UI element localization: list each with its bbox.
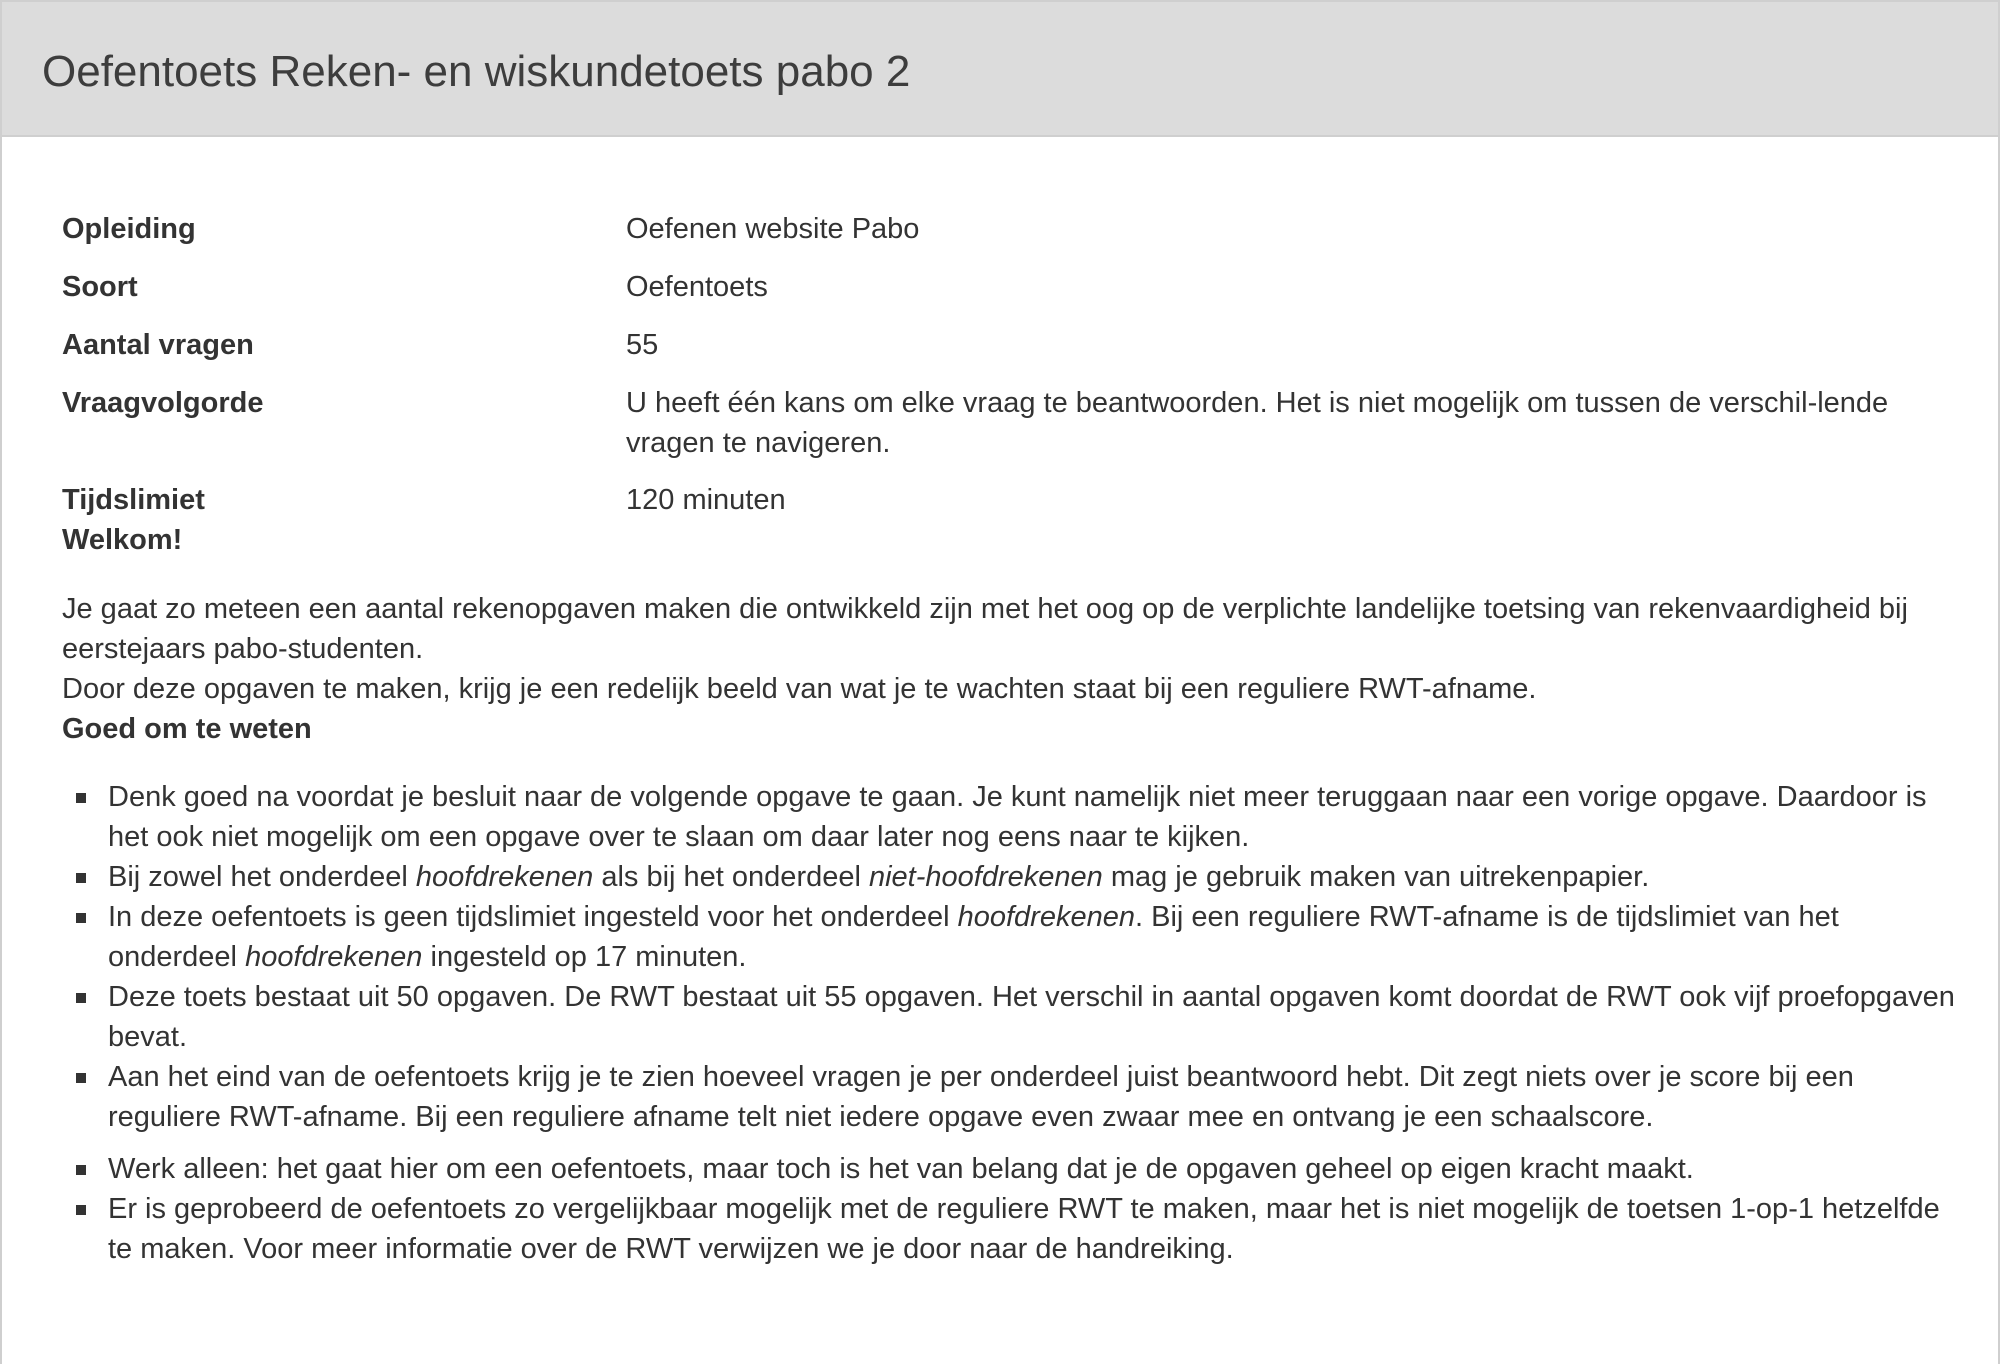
goed-om-te-weten-heading: Goed om te weten: [62, 713, 312, 745]
text-part: Bij zowel het onderdeel: [108, 861, 416, 893]
info-row-tijdslimiet: [62, 480, 1946, 520]
list-item: [62, 1149, 1962, 1189]
list-item-text: Werk alleen: het gaat hier om een oefentoets, maar toch is het van belang dat je de opgaven geheel op eigen kracht maakt.: [108, 1153, 1694, 1185]
list-item: [62, 857, 1962, 897]
list-item: [62, 897, 1962, 977]
list-item-text: Deze toets bestaat uit 50 opgaven. De RWT bestaat uit 55 opgaven. Het verschil in aantal opgaven komt doordat de RWT ook vijf proefopgaven bevat.: [108, 981, 1955, 1053]
info-row-soort: [62, 267, 1946, 325]
info-row-aantal-vragen: [62, 325, 1946, 383]
page-title: Oefentoets Reken- en wiskundetoets pabo 2: [42, 47, 911, 96]
intro-line-1: Je gaat zo meteen een aantal rekenopgaven maken die ontwikkeld zijn met het oog op de verplichte landelijke toetsing van rekenvaardigheid bij eerstejaars pabo-studenten.: [62, 593, 1908, 665]
intro-text: [62, 589, 1962, 709]
text-part: ingesteld op 17 minuten.: [422, 941, 747, 973]
info-value: 120 minuten: [626, 484, 786, 516]
page-header: [2, 0, 1998, 137]
list-item-text: Er is geprobeerd de oefentoets zo vergelijkbaar mogelijk met de reguliere RWT te maken, maar het is niet mogelijk de toetsen 1-op-1 hetzelfde te maken. Voor meer informatie over de RWT verwijzen we je door naar de handreiking.: [108, 1193, 1940, 1265]
info-label: Aantal vragen: [62, 329, 254, 361]
list-item-text: [108, 901, 1839, 973]
text-part: . Bij een reguliere RWT-afname is de tijdslimiet van het onderdeel: [108, 901, 1839, 973]
info-value: U heeft één kans om elke vraag te beantwoorden. Het is niet mogelijk om tussen de verschil-lende vragen te navigeren.: [626, 387, 1889, 459]
bullet-square-icon: [76, 1165, 86, 1175]
text-part: In deze oefentoets is geen tijdslimiet ingesteld voor het onderdeel: [108, 901, 958, 933]
bullet-square-icon: [76, 993, 86, 1003]
list-item-text: [108, 861, 1649, 893]
info-label: Tijdslimiet: [62, 484, 205, 516]
tips-list: [62, 777, 1962, 1269]
list-item: [62, 1057, 1962, 1137]
info-label: Soort: [62, 271, 138, 303]
emphasis-hoofdrekenen: hoofdrekenen: [415, 861, 594, 893]
emphasis-niet-hoofdrekenen: niet-hoofdrekenen: [868, 861, 1103, 893]
test-info-content: [62, 209, 1962, 1269]
text-part: mag je gebruik maken van uitrekenpapier.: [1102, 861, 1650, 893]
list-item-text: Denk goed na voordat je besluit naar de volgende opgave te gaan. Je kunt namelijk niet meer teruggaan naar een vorige opgave. Daardoor is het ook niet mogelijk om een opgave over te slaan om daar later nog eens naar te kijken.: [108, 781, 1927, 853]
emphasis-hoofdrekenen: hoofdrekenen: [957, 901, 1135, 933]
bullet-square-icon: [76, 913, 86, 923]
list-item: [62, 777, 1962, 857]
list-item-text: Aan het eind van de oefentoets krijg je te zien hoeveel vragen je per onderdeel juist beantwoord hebt. Dit zegt niets over je score bij een reguliere RWT-afname. Bij een reguliere afname telt niet iedere opgave even zwaar mee en ontvang je een schaalscore.: [108, 1061, 1854, 1133]
bullet-square-icon: [76, 793, 86, 803]
bullet-square-icon: [76, 1073, 86, 1083]
intro-line-2: Door deze opgaven te maken, krijg je een redelijk beeld van wat je te wachten staat bij een reguliere RWT-afname.: [62, 673, 1537, 705]
test-info-table: [62, 209, 1946, 520]
bullet-square-icon: [76, 873, 86, 883]
info-row-opleiding: [62, 209, 1946, 267]
info-row-vraagvolgorde: [62, 383, 1946, 480]
bullet-square-icon: [76, 1205, 86, 1215]
info-label: Opleiding: [62, 213, 196, 245]
welkom-heading: Welkom!: [62, 524, 183, 556]
emphasis-hoofdrekenen: hoofdrekenen: [245, 941, 423, 973]
info-label: Vraagvolgorde: [62, 387, 264, 419]
info-value: 55: [626, 329, 659, 361]
info-value: Oefentoets: [626, 271, 768, 303]
info-value: Oefenen website Pabo: [626, 213, 920, 245]
list-item: [62, 977, 1962, 1057]
text-part: als bij het onderdeel: [593, 861, 869, 893]
list-item: [62, 1189, 1962, 1269]
